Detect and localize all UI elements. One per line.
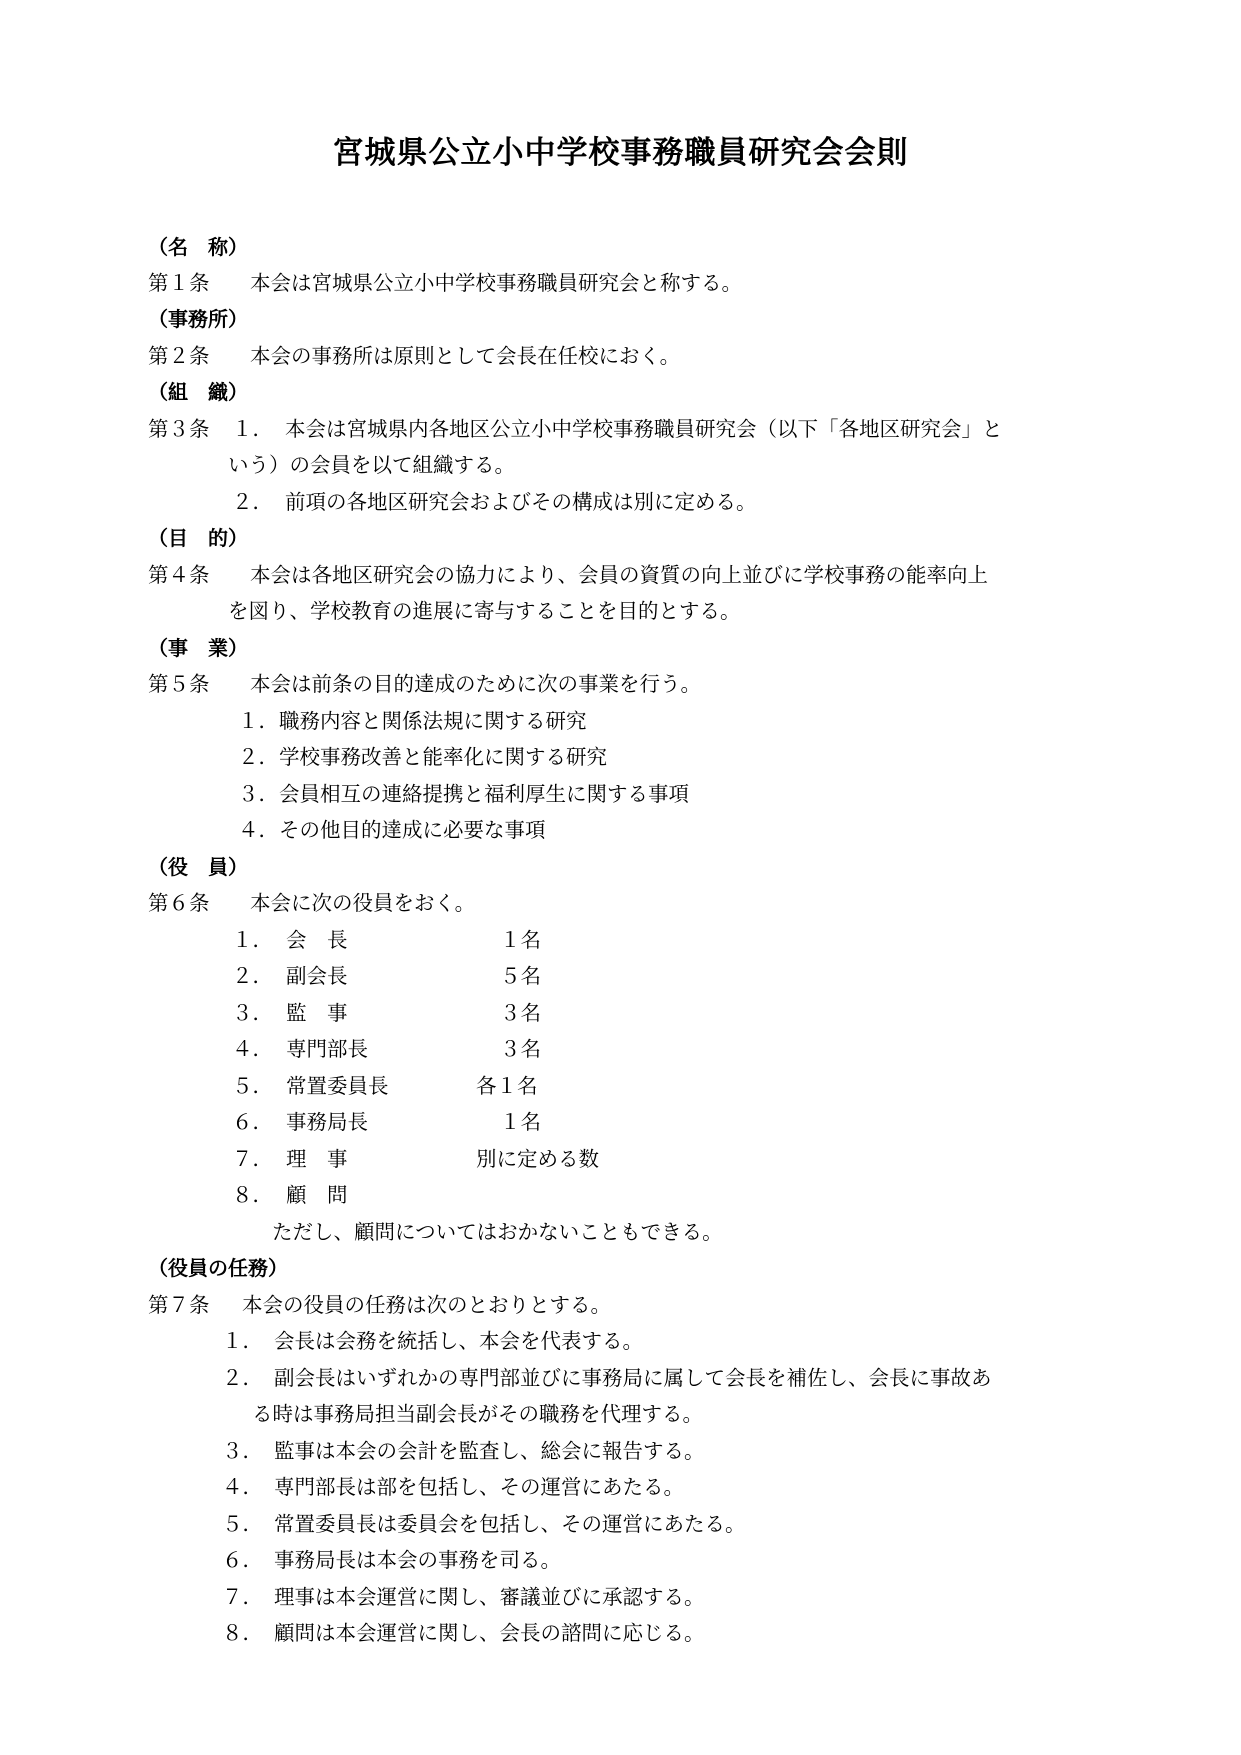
officer-number: ８． <box>232 1183 273 1207</box>
article-5-text: 本会は前条の目的達成のために次の事業を行う。 <box>250 672 701 696</box>
heading-name: （名 称） <box>148 235 248 259</box>
heading-officer-duties: （役員の任務） <box>148 1256 288 1280</box>
article-4-continuation: を図り、学校教育の進展に寄与することを目的とする。 <box>228 599 741 623</box>
heading-office: （事務所） <box>148 307 248 331</box>
article-6-label: 第６条 <box>148 891 210 915</box>
officer-number: ７． <box>232 1147 273 1171</box>
duty-continuation: る時は事務局担当副会長がその職務を代理する。 <box>252 1402 703 1426</box>
article-3-para-2-number: ２． <box>232 490 273 514</box>
officer-count: 別に定める数 <box>476 1147 599 1171</box>
officer-number: ６． <box>232 1110 273 1134</box>
officer-role: 会 長 <box>286 928 348 952</box>
officer-count: ５名 <box>500 964 541 988</box>
article-3-para-1-continuation: いう）の会員を以て組織する。 <box>228 453 515 477</box>
article-3-para-2-text: 前項の各地区研究会およびその構成は別に定める。 <box>285 490 757 514</box>
officer-role: 監 事 <box>286 1001 348 1025</box>
officer-count: １名 <box>500 928 541 952</box>
article-1-label: 第１条 <box>148 271 210 295</box>
duty-text: 監事は本会の会計を監査し、総会に報告する。 <box>274 1439 705 1463</box>
duty-number: ４． <box>222 1475 263 1499</box>
officer-number: ４． <box>232 1037 273 1061</box>
officer-number: ３． <box>232 1001 273 1025</box>
article-3-para-1-text: 本会は宮城県内各地区公立小中学校事務職員研究会（以下「各地区研究会」と <box>285 417 1003 441</box>
article-5-item: ３．会員相互の連絡提携と福利厚生に関する事項 <box>238 782 689 806</box>
heading-organization: （組 織） <box>148 380 248 404</box>
article-2-text: 本会の事務所は原則として会長在任校におく。 <box>250 344 681 368</box>
article-6-text: 本会に次の役員をおく。 <box>250 891 476 915</box>
article-5-label: 第５条 <box>148 672 210 696</box>
duty-number: １． <box>222 1329 263 1353</box>
duty-text: 専門部長は部を包括し、その運営にあたる。 <box>274 1475 684 1499</box>
article-5-item: ２．学校事務改善と能率化に関する研究 <box>238 745 607 769</box>
officer-count: ３名 <box>500 1037 541 1061</box>
officer-count: ３名 <box>500 1001 541 1025</box>
article-4-text: 本会は各地区研究会の協力により、会員の資質の向上並びに学校事務の能率向上 <box>250 563 988 587</box>
duty-text: 顧問は本会運営に関し、会長の諮問に応じる。 <box>274 1621 705 1645</box>
heading-purpose: （目 的） <box>148 526 248 550</box>
officer-role: 副会長 <box>286 964 348 988</box>
officer-number: ５． <box>232 1074 273 1098</box>
article-7-label: 第７条 <box>148 1293 210 1317</box>
officer-role: 専門部長 <box>286 1037 368 1061</box>
article-3-label: 第３条 <box>148 417 210 441</box>
officer-count: １名 <box>500 1110 541 1134</box>
article-7-text: 本会の役員の任務は次のとおりとする。 <box>242 1293 611 1317</box>
duty-number: ８． <box>222 1621 263 1645</box>
officer-count: 各１名 <box>476 1074 538 1098</box>
duty-text: 事務局長は本会の事務を司る。 <box>274 1548 561 1572</box>
heading-officers: （役 員） <box>148 855 248 879</box>
officer-role: 理 事 <box>286 1147 348 1171</box>
duty-text: 会長は会務を統括し、本会を代表する。 <box>274 1329 643 1353</box>
article-5-item: １．職務内容と関係法規に関する研究 <box>238 709 587 733</box>
article-6-note: ただし、顧問についてはおかないこともできる。 <box>272 1220 723 1244</box>
heading-business: （事 業） <box>148 636 248 660</box>
duty-number: ６． <box>222 1548 263 1572</box>
document-title: 宮城県公立小中学校事務職員研究会会則 <box>332 135 909 171</box>
duty-number: ７． <box>222 1585 263 1609</box>
duty-number: ３． <box>222 1439 263 1463</box>
article-5-item: ４．その他目的達成に必要な事項 <box>238 818 546 842</box>
officer-role: 常置委員長 <box>286 1074 389 1098</box>
officer-role: 顧 問 <box>286 1183 348 1207</box>
officer-role: 事務局長 <box>286 1110 368 1134</box>
duty-text: 常置委員長は委員会を包括し、その運営にあたる。 <box>274 1512 746 1536</box>
article-4-label: 第４条 <box>148 563 210 587</box>
article-3-para-1-number: １． <box>232 417 273 441</box>
officer-number: １． <box>232 928 273 952</box>
duty-text: 理事は本会運営に関し、審議並びに承認する。 <box>274 1585 705 1609</box>
article-2-label: 第２条 <box>148 344 210 368</box>
duty-number: ５． <box>222 1512 263 1536</box>
duty-number: ２． <box>222 1366 263 1390</box>
duty-text: 副会長はいずれかの専門部並びに事務局に属して会長を補佐し、会長に事故あ <box>274 1366 992 1390</box>
article-1-text: 本会は宮城県公立小中学校事務職員研究会と称する。 <box>250 271 742 295</box>
officer-number: ２． <box>232 964 273 988</box>
